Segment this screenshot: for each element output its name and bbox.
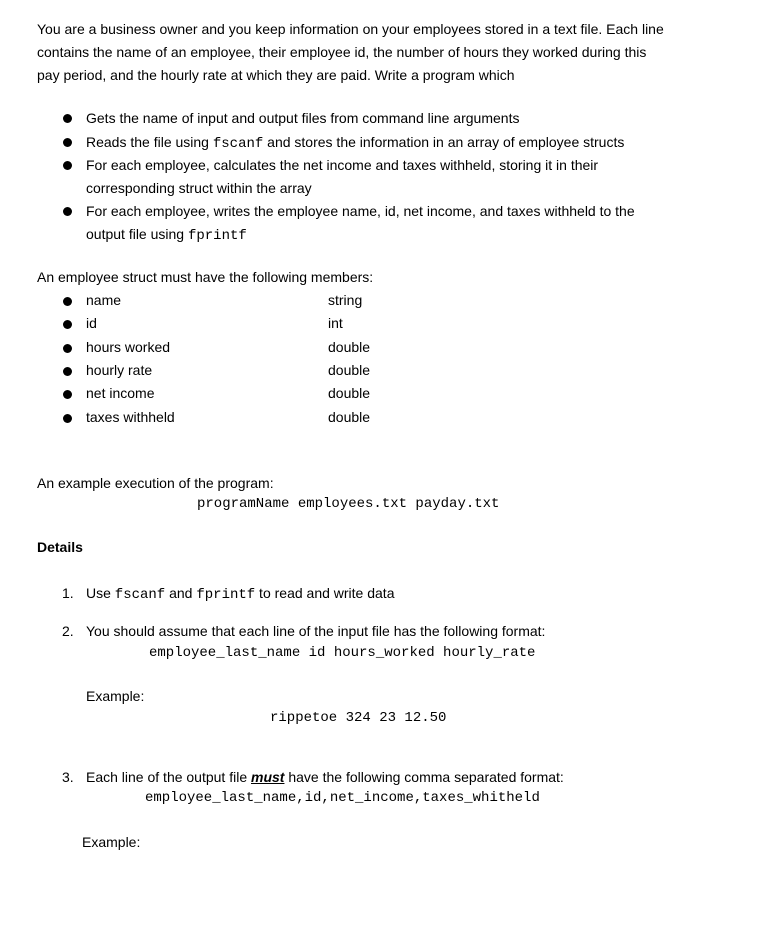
intro-line: You are a business owner and you keep information on your employees stored in a text file. Each line [37, 21, 664, 37]
intro-line: pay period, and the hourly rate at which they are paid. Write a program which [37, 67, 515, 83]
bullet-icon [63, 138, 72, 147]
member-type: double [328, 339, 371, 355]
member-type: int [328, 315, 343, 331]
bullet-icon [63, 207, 72, 216]
member-name: hours worked [86, 339, 171, 355]
bullet-icon [63, 320, 72, 329]
member-type: string [328, 292, 363, 308]
detail-item-2: You should assume that each line of the input file has the following format: [86, 623, 546, 639]
member-name: taxes withheld [86, 409, 175, 425]
list-number: 1. [62, 585, 74, 601]
bullet-icon [63, 161, 72, 170]
requirement-item: Reads the file using fscanf and stores the information in an array of employee structs [86, 134, 625, 152]
member-type: double [328, 362, 371, 378]
member-type: double [328, 385, 371, 401]
input-example: rippetoe 324 23 12.50 [270, 710, 447, 726]
input-format: employee_last_name id hours_worked hourly_rate [149, 645, 536, 661]
bullet-icon [63, 414, 72, 423]
requirement-item: Gets the name of input and output files from command line arguments [86, 110, 520, 126]
member-name: name [86, 292, 122, 308]
list-number: 2. [62, 623, 74, 639]
example-label: Example: [86, 688, 145, 704]
output-format: employee_last_name,id,net_income,taxes_whitheld [145, 790, 540, 806]
member-name: hourly rate [86, 362, 153, 378]
details-heading: Details [37, 539, 83, 555]
bullet-icon [63, 297, 72, 306]
requirement-item: For each employee, calculates the net income and taxes withheld, storing it in their corresponding struct within the array [86, 157, 599, 196]
intro-line: contains the name of an employee, their employee id, the number of hours they worked during this [37, 44, 647, 60]
execution-heading: An example execution of the program: [37, 475, 274, 491]
bullet-icon [63, 114, 72, 123]
detail-item-1: Use fscanf and fprintf to read and write data [86, 585, 395, 603]
bullet-icon [63, 390, 72, 399]
requirement-item: For each employee, writes the employee name, id, net income, and taxes withheld to the output file using fprintf [86, 203, 635, 244]
list-number: 3. [62, 769, 74, 785]
member-type: double [328, 409, 371, 425]
bullet-icon [63, 367, 72, 376]
member-name: id [86, 315, 97, 331]
example-label: Example: [82, 834, 141, 850]
member-name: net income [86, 385, 155, 401]
detail-item-3: Each line of the output file must have the following comma separated format: [86, 769, 564, 785]
intro-paragraph [37, 18, 727, 87]
struct-heading: An employee struct must have the following members: [37, 269, 374, 285]
execution-command: programName employees.txt payday.txt [197, 496, 500, 512]
bullet-icon [63, 344, 72, 353]
